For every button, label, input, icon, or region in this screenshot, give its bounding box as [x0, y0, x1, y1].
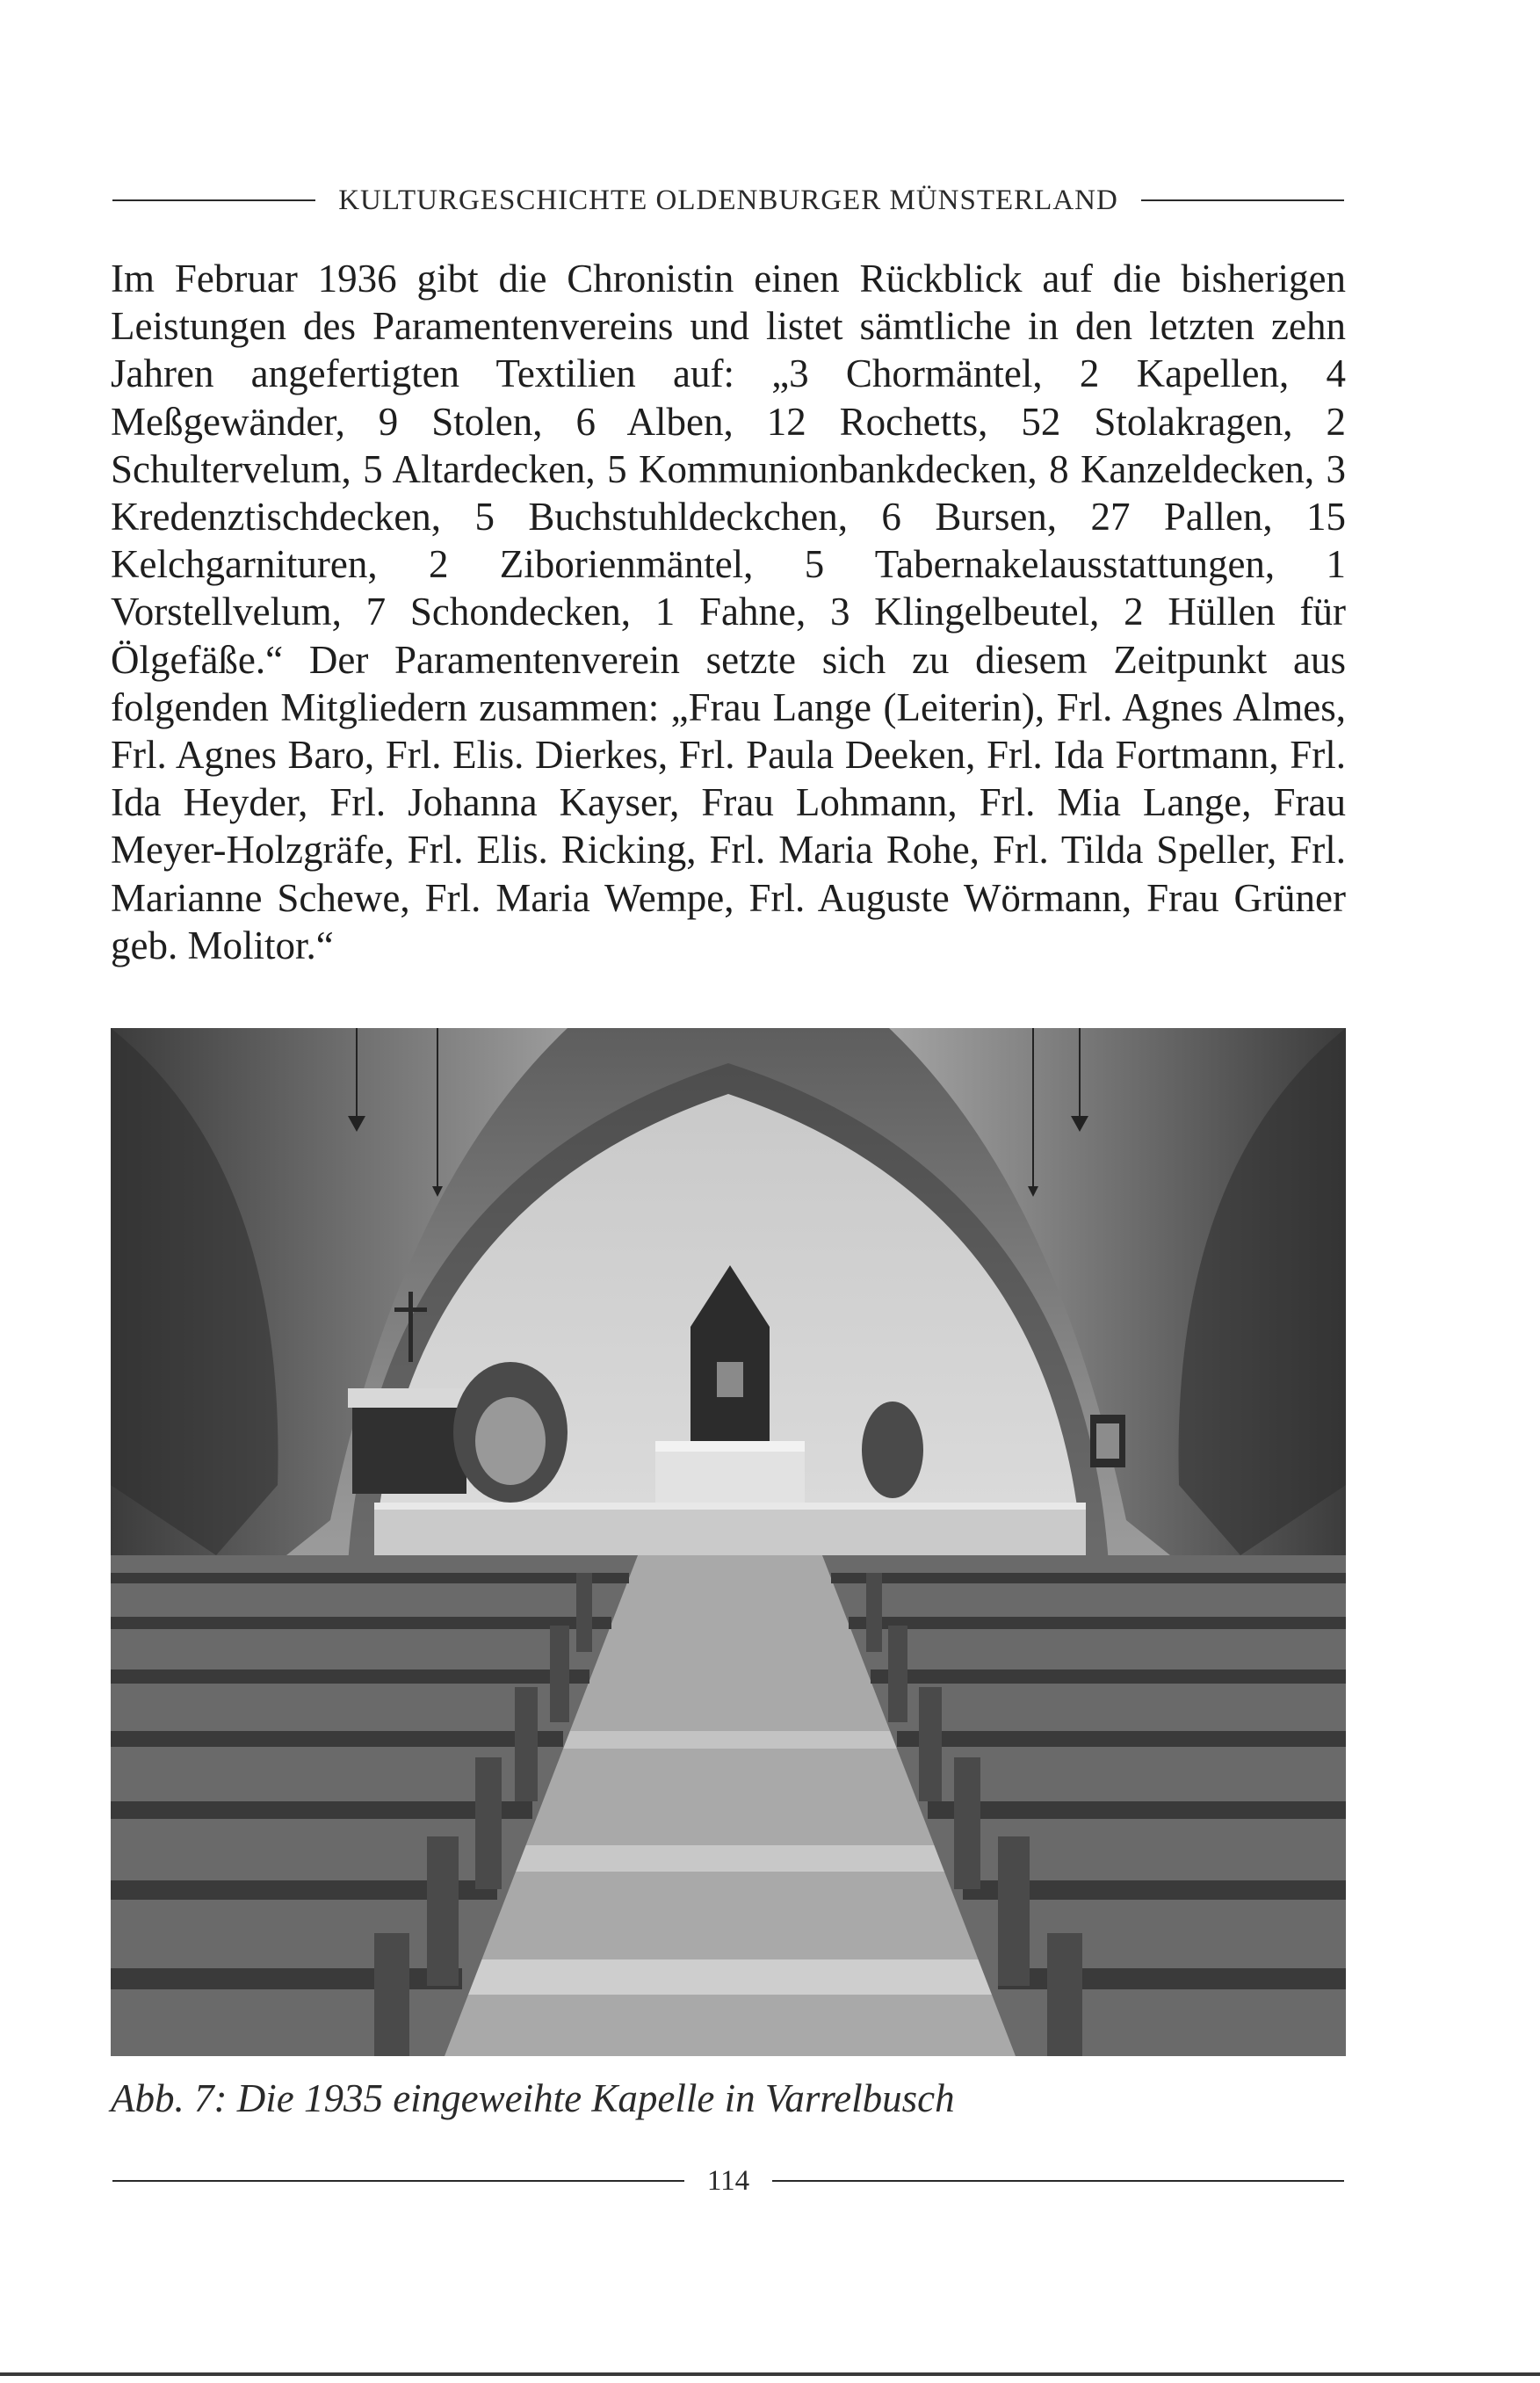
footer-rule-right [772, 2180, 1344, 2182]
scan-bottom-edge [0, 2372, 1540, 2376]
footer-rule-left [112, 2180, 684, 2182]
chapel-interior-photo [111, 1028, 1346, 2056]
running-head-rule-left [112, 199, 315, 201]
page-number: 114 [706, 2164, 750, 2197]
figure-caption: Abb. 7: Die 1935 eingeweihte Kapelle in Varrelbusch [111, 2076, 955, 2120]
running-head-title: KULTURGESCHICHTE OLDENBURGER MÜNSTERLAND [338, 184, 1118, 216]
page-footer [112, 2163, 1344, 2198]
running-head-rule-right [1141, 199, 1344, 201]
running-head [112, 183, 1344, 218]
body-paragraph: Im Februar 1936 gibt die Chronistin einen Rückblick auf die bisherigen Leistungen des Paramentenvereins und listet sämtliche in den letzten zehn Jahren angefertigten Textilien auf: „3 Chormäntel, 2 Kapellen, 4 Meßgewänder, 9 Stolen, 6 Alben, 12 Rochetts, 52 Stolakragen, 2 Schultervelum, 5 Altardecken, 5 Kommunionbankdecken, 8 Kanzeldecken, 3 Kredenztischdecken, 5 Buchstuhldeckchen, 6 Bursen, 27 Pallen, 15 Kelchgarnituren, 2 Ziborienmäntel, 5 Tabernakelausstattungen, 1 Vorstellvelum, 7 Schondecken, 1 Fahne, 3 Klingelbeutel, 2 Hüllen für Ölgefäße.“ Der Paramentenverein setzte sich zu diesem Zeitpunkt aus folgenden Mitgliedern zusammen: „Frau Lange (Leiterin), Frl. Agnes Almes, Frl. Agnes Baro, Frl. Elis. Dierkes, Frl. Paula Deeken, Frl. Ida Fortmann, Frl. Ida Heyder, Frl. Johanna Kayser, Frau Lohmann, Frl. Mia Lange, Frau Meyer-Holzgräfe, Frl. Elis. Ricking, Frl. Maria Rohe, Frl. Tilda Speller, Frl. Marianne Schewe, Frl. Maria Wempe, Frl. Auguste Wörmann, Frau Grüner geb. Molitor.“ [111, 257, 1346, 967]
